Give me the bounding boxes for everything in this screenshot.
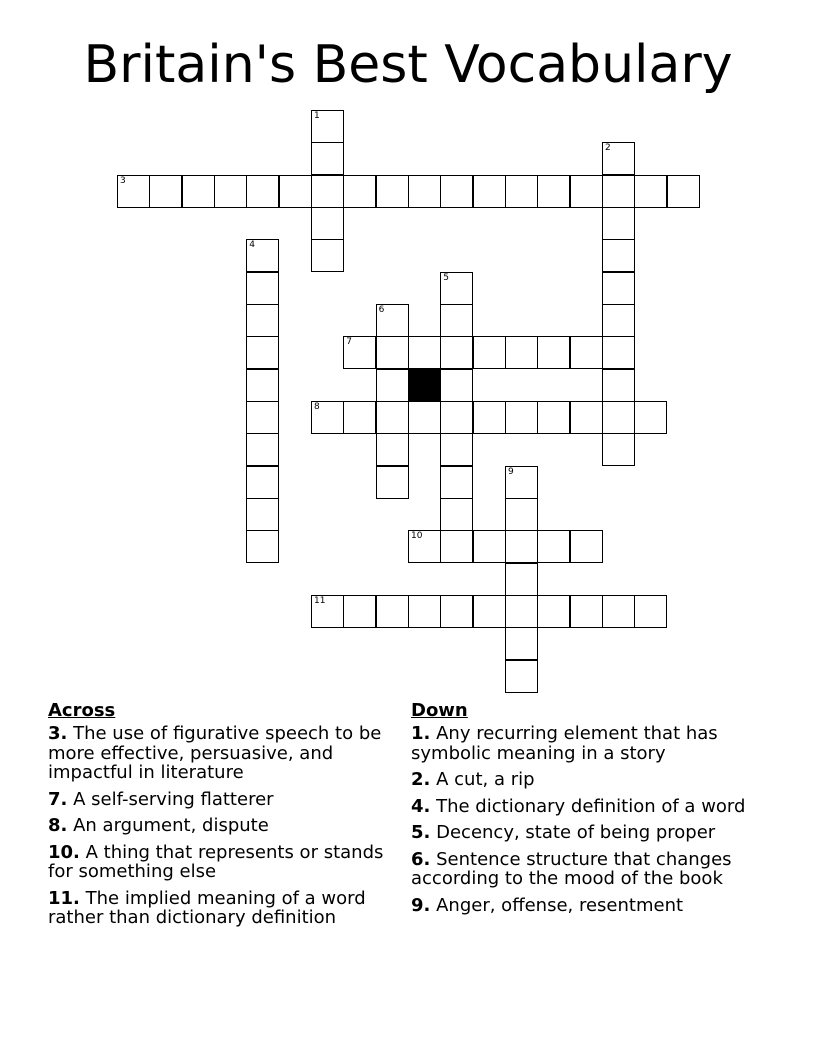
grid-cell[interactable] bbox=[246, 369, 279, 402]
clue-number: 9 bbox=[508, 466, 514, 477]
grid-cell[interactable] bbox=[505, 401, 538, 434]
grid-cell[interactable] bbox=[376, 433, 409, 466]
grid-cell[interactable] bbox=[440, 336, 473, 369]
grid-cell[interactable] bbox=[570, 401, 603, 434]
clue-number: 8 bbox=[314, 402, 320, 412]
grid-cell[interactable] bbox=[408, 595, 441, 628]
grid-cell[interactable] bbox=[602, 336, 635, 369]
grid-cell[interactable] bbox=[343, 401, 376, 434]
clue-item bbox=[411, 823, 761, 843]
grid-cell[interactable] bbox=[246, 466, 279, 499]
clue-item-text: A cut, a rip bbox=[436, 769, 535, 790]
clue-number: 10 bbox=[411, 531, 423, 542]
grid-cell[interactable] bbox=[634, 595, 667, 628]
grid-cell[interactable] bbox=[440, 175, 473, 208]
grid-cell[interactable] bbox=[246, 401, 279, 434]
across-heading: Across bbox=[48, 700, 116, 721]
grid-cell[interactable] bbox=[473, 401, 506, 434]
grid-cell[interactable] bbox=[246, 433, 279, 466]
clue-item-text: A thing that represents or stands for something else bbox=[48, 841, 384, 882]
clue-item-text: Any recurring element that has symbolic meaning in a story bbox=[411, 723, 718, 764]
grid-cell-9[interactable] bbox=[505, 466, 538, 499]
clue-item-number: 5. bbox=[411, 822, 431, 843]
grid-cell[interactable] bbox=[343, 595, 376, 628]
clue-item bbox=[48, 790, 388, 810]
grid-cell[interactable] bbox=[376, 595, 409, 628]
clue-item-text: Anger, offense, resentment bbox=[436, 894, 684, 916]
clue-number: 5 bbox=[443, 272, 450, 283]
grid-cell[interactable] bbox=[505, 660, 538, 693]
grid-cell[interactable] bbox=[602, 401, 635, 434]
grid-cell[interactable] bbox=[376, 466, 409, 499]
grid-cell[interactable] bbox=[440, 304, 473, 337]
grid-cell[interactable] bbox=[570, 175, 603, 208]
grid-cell[interactable] bbox=[376, 369, 409, 402]
grid-cell[interactable] bbox=[408, 175, 441, 208]
grid-cell[interactable] bbox=[440, 530, 473, 563]
clue-item-text: Decency, state of being proper bbox=[436, 822, 716, 843]
clue-item bbox=[48, 889, 388, 928]
black-square bbox=[408, 369, 441, 402]
clue-item bbox=[48, 816, 388, 836]
grid-cell[interactable] bbox=[246, 304, 279, 337]
clue-item-text: The implied meaning of a word rather than dictionary definition bbox=[48, 887, 366, 928]
grid-cell[interactable] bbox=[473, 530, 506, 563]
grid-cell[interactable] bbox=[634, 401, 667, 434]
grid-cell-8[interactable] bbox=[311, 401, 344, 434]
grid-cell[interactable] bbox=[505, 627, 538, 660]
grid-cell-4[interactable] bbox=[246, 239, 279, 272]
grid-cell[interactable] bbox=[311, 142, 344, 175]
grid-cell[interactable] bbox=[505, 595, 538, 628]
clue-item-number: 1. bbox=[411, 723, 431, 744]
clue-item-text: An argument, dispute bbox=[73, 815, 269, 836]
grid-cell[interactable] bbox=[311, 239, 344, 272]
grid-cell[interactable] bbox=[246, 272, 279, 305]
grid-cell[interactable] bbox=[537, 401, 570, 434]
clue-item bbox=[411, 724, 761, 763]
clue-item bbox=[411, 896, 761, 916]
grid-cell[interactable] bbox=[602, 595, 635, 628]
grid-cell[interactable] bbox=[570, 336, 603, 369]
clue-item-number: 10. bbox=[48, 841, 80, 863]
grid-cell[interactable] bbox=[440, 433, 473, 466]
grid-cell[interactable] bbox=[602, 369, 635, 402]
grid-cell[interactable] bbox=[602, 433, 635, 466]
grid-cell[interactable] bbox=[440, 369, 473, 402]
across-clue-list bbox=[48, 724, 388, 928]
grid-cell[interactable] bbox=[311, 175, 344, 208]
grid-cell[interactable] bbox=[408, 336, 441, 369]
grid-cell[interactable] bbox=[408, 401, 441, 434]
grid-cell[interactable] bbox=[311, 207, 344, 240]
clue-item-text: Sentence structure that changes according to the mood of the book bbox=[411, 848, 732, 889]
grid-cell[interactable] bbox=[376, 336, 409, 369]
grid-cell[interactable] bbox=[537, 175, 570, 208]
grid-cell[interactable] bbox=[634, 175, 667, 208]
clue-item-number: 2. bbox=[411, 769, 431, 790]
clue-item bbox=[48, 724, 388, 783]
grid-cell[interactable] bbox=[570, 595, 603, 628]
grid-cell-11[interactable] bbox=[311, 595, 344, 628]
clue-item-number: 4. bbox=[411, 795, 431, 817]
grid-cell[interactable] bbox=[602, 175, 635, 208]
grid-cell[interactable] bbox=[602, 239, 635, 272]
clue-item-text: The use of figurative speech to be more effective, persuasive, and impactful in literature bbox=[48, 723, 382, 783]
clue-item-number: 6. bbox=[411, 848, 431, 870]
clue-number: 6 bbox=[378, 305, 385, 315]
grid-cell-2[interactable] bbox=[602, 142, 635, 175]
clue-number: 1 bbox=[314, 111, 320, 121]
grid-cell[interactable] bbox=[602, 304, 635, 337]
grid-cell[interactable] bbox=[279, 175, 312, 208]
clue-number: 11 bbox=[314, 596, 326, 606]
grid-cell[interactable] bbox=[246, 498, 279, 531]
grid-cell[interactable] bbox=[440, 595, 473, 628]
grid-cell[interactable] bbox=[246, 336, 279, 369]
grid-cell[interactable] bbox=[505, 175, 538, 208]
down-heading: Down bbox=[411, 700, 468, 721]
clue-item bbox=[48, 843, 388, 882]
grid-cell[interactable] bbox=[505, 530, 538, 563]
grid-cell-7[interactable] bbox=[343, 336, 376, 369]
grid-cell[interactable] bbox=[505, 563, 538, 596]
clue-item-text: A self-serving flatterer bbox=[73, 788, 274, 810]
clue-item-number: 9. bbox=[411, 894, 431, 916]
grid-cell-10[interactable] bbox=[408, 530, 441, 563]
grid-cell[interactable] bbox=[602, 207, 635, 240]
grid-cell[interactable] bbox=[149, 175, 182, 208]
grid-cell[interactable] bbox=[537, 530, 570, 563]
down-clues bbox=[411, 700, 761, 922]
grid-cell[interactable] bbox=[376, 175, 409, 208]
down-clue-list bbox=[411, 724, 761, 915]
clue-item-number: 8. bbox=[48, 815, 68, 836]
grid-cell[interactable] bbox=[505, 498, 538, 531]
puzzle-title: Britain's Best Vocabulary bbox=[83, 35, 733, 95]
clue-item bbox=[411, 850, 761, 889]
grid-cell[interactable] bbox=[440, 498, 473, 531]
grid-cell[interactable] bbox=[376, 401, 409, 434]
clue-item bbox=[411, 770, 761, 790]
grid-cell-3[interactable] bbox=[117, 175, 150, 208]
grid-cell[interactable] bbox=[473, 595, 506, 628]
grid-cell[interactable] bbox=[667, 175, 700, 208]
grid-cell[interactable] bbox=[505, 336, 538, 369]
clue-number: 2 bbox=[605, 143, 611, 154]
clue-number: 3 bbox=[120, 175, 126, 186]
grid-cell[interactable] bbox=[602, 272, 635, 305]
grid-cell-5[interactable] bbox=[440, 272, 473, 305]
grid-cell[interactable] bbox=[343, 175, 376, 208]
clue-number: 4 bbox=[249, 240, 256, 251]
clue-item bbox=[411, 797, 761, 817]
grid-cell[interactable] bbox=[246, 175, 279, 208]
clue-item-number: 11. bbox=[48, 887, 80, 909]
clue-item-text: The dictionary definition of a word bbox=[436, 795, 746, 817]
grid-cell[interactable] bbox=[473, 336, 506, 369]
grid-cell-6[interactable] bbox=[376, 304, 409, 337]
grid-cell[interactable] bbox=[537, 336, 570, 369]
grid-cell[interactable] bbox=[440, 466, 473, 499]
grid-cell[interactable] bbox=[214, 175, 247, 208]
grid-cell[interactable] bbox=[246, 530, 279, 563]
clue-item-number: 3. bbox=[48, 723, 68, 744]
grid-cell-1[interactable] bbox=[311, 110, 344, 143]
grid-cell[interactable] bbox=[182, 175, 215, 208]
grid-cell[interactable] bbox=[473, 175, 506, 208]
clue-item-number: 7. bbox=[48, 788, 68, 810]
clue-number: 7 bbox=[346, 337, 353, 348]
grid-cell[interactable] bbox=[570, 530, 603, 563]
across-clues bbox=[48, 700, 388, 935]
grid-cell[interactable] bbox=[537, 595, 570, 628]
grid-cell[interactable] bbox=[440, 401, 473, 434]
